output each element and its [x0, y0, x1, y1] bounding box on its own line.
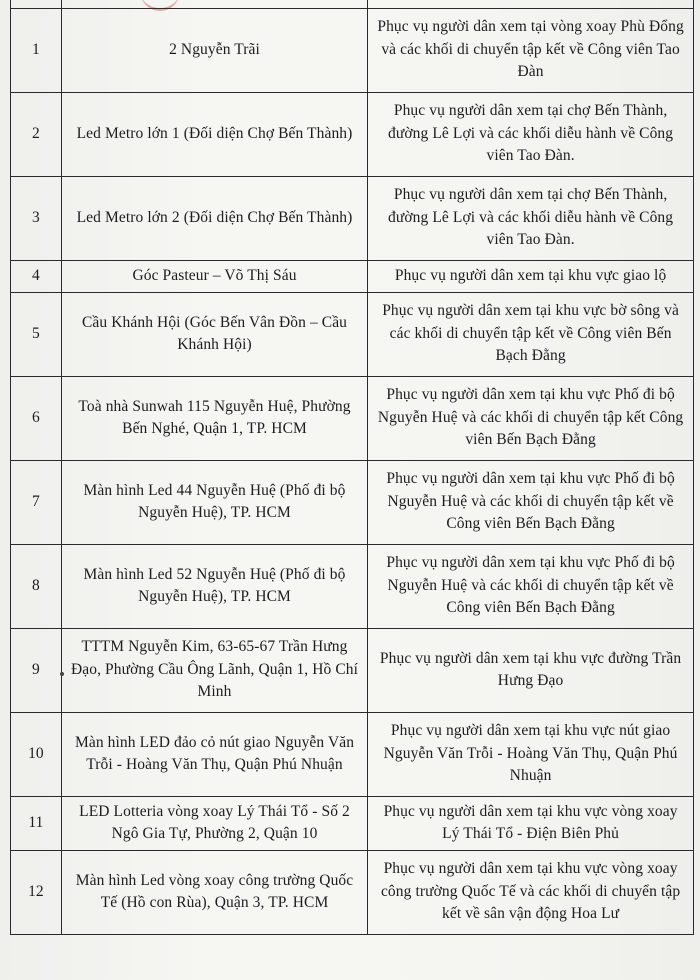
viewing-purpose: Phục vụ người dân xem tại khu vực Phố đi bộ Nguyễn Huệ và các khối di chuyển tập kết về Công viên Bến Bạch Đằng [368, 460, 694, 544]
viewing-purpose: Phục vụ người dân xem tại khu vực đường Trần Hưng Đạo [368, 628, 694, 712]
screen-location: Led Metro lớn 2 (Đối diện Chợ Bến Thành) [61, 176, 367, 260]
screen-location: LED Lotteria vòng xoay Lý Thái Tổ - Số 2 Ngô Gia Tự, Phường 2, Quận 10 [61, 796, 367, 850]
row-number: 7 [11, 460, 62, 544]
screen-locations-table [10, 0, 694, 935]
row-number: 5 [11, 292, 62, 376]
row-number: 10 [11, 712, 62, 796]
ink-speck [60, 672, 64, 676]
row-number: 3 [11, 176, 62, 260]
viewing-purpose: Phục vụ người dân xem tại khu vực vòng xoay công trường Quốc Tế và các khối di chuyển tập kết về sân vận động Hoa Lư [368, 850, 694, 934]
row-number: 8 [11, 544, 62, 628]
table-row [11, 8, 694, 92]
viewing-purpose: Phục vụ người dân xem tại khu vực vòng xoay Lý Thái Tổ - Điện Biên Phủ [368, 796, 694, 850]
screen-location: Led Metro lớn 1 (Đối diện Chợ Bến Thành) [61, 92, 367, 176]
table-row [11, 376, 694, 460]
table-row [11, 628, 694, 712]
table-row [11, 92, 694, 176]
row-number: 12 [11, 850, 62, 934]
table-row [11, 796, 694, 850]
viewing-purpose: Phục vụ người dân xem tại chợ Bến Thành, đường Lê Lợi và các khối diễu hành về Công viên Tao Đàn. [368, 92, 694, 176]
row-number: 2 [11, 92, 62, 176]
screen-location: Góc Pasteur – Võ Thị Sáu [61, 260, 367, 292]
table-row [11, 260, 694, 292]
table-row [11, 850, 694, 934]
screen-location: Màn hình Led 52 Nguyễn Huệ (Phố đi bộ Nguyễn Huệ), TP. HCM [61, 544, 367, 628]
table-body [11, 0, 694, 934]
screen-location: Màn hình Led vòng xoay công trường Quốc Tế (Hồ con Rùa), Quận 3, TP. HCM [61, 850, 367, 934]
screen-location: Màn hình LED đảo cỏ nút giao Nguyễn Văn Trỗi - Hoàng Văn Thụ, Quận Phú Nhuận [61, 712, 367, 796]
table-top-edge-row [11, 0, 694, 8]
viewing-purpose: Phục vụ người dân xem tại khu vực nút giao Nguyễn Văn Trỗi - Hoàng Văn Thụ, Quận Phú Nhuận [368, 712, 694, 796]
table-row [11, 176, 694, 260]
table-row [11, 292, 694, 376]
viewing-purpose: Phục vụ người dân xem tại khu vực giao lộ [368, 260, 694, 292]
row-number: 11 [11, 796, 62, 850]
viewing-purpose: Phục vụ người dân xem tại vòng xoay Phù Đổng và các khối di chuyển tập kết về Công viên Tao Đàn [368, 8, 694, 92]
viewing-purpose: Phục vụ người dân xem tại chợ Bến Thành, đường Lê Lợi và các khối diễu hành về Công viên Tao Đàn. [368, 176, 694, 260]
row-number: 9 [11, 628, 62, 712]
row-number: 6 [11, 376, 62, 460]
row-number: 4 [11, 260, 62, 292]
screen-location: 2 Nguyễn Trãi [61, 8, 367, 92]
viewing-purpose: Phục vụ người dân xem tại khu vực Phố đi bộ Nguyễn Huệ và các khối di chuyển tập kết về Công viên Bến Bạch Đằng [368, 544, 694, 628]
screen-location: TTTM Nguyễn Kim, 63-65-67 Trần Hưng Đạo, Phường Cầu Ông Lãnh, Quận 1, Hồ Chí Minh [61, 628, 367, 712]
screen-location: Toà nhà Sunwah 115 Nguyễn Huệ, Phường Bến Nghé, Quận 1, TP. HCM [61, 376, 367, 460]
table-row [11, 544, 694, 628]
table-row [11, 460, 694, 544]
screen-location: Cầu Khánh Hội (Góc Bến Vân Đồn – Cầu Khánh Hội) [61, 292, 367, 376]
viewing-purpose: Phục vụ người dân xem tại khu vực Phố đi bộ Nguyễn Huệ và các khối di chuyển tập kết Công viên Bến Bạch Đằng [368, 376, 694, 460]
row-number: 1 [11, 8, 62, 92]
screen-location: Màn hình Led 44 Nguyễn Huệ (Phố đi bộ Nguyễn Huệ), TP. HCM [61, 460, 367, 544]
table-row [11, 712, 694, 796]
viewing-purpose: Phục vụ người dân xem tại khu vực bờ sông và các khối di chuyển tập kết về Công viên Bến Bạch Đằng [368, 292, 694, 376]
